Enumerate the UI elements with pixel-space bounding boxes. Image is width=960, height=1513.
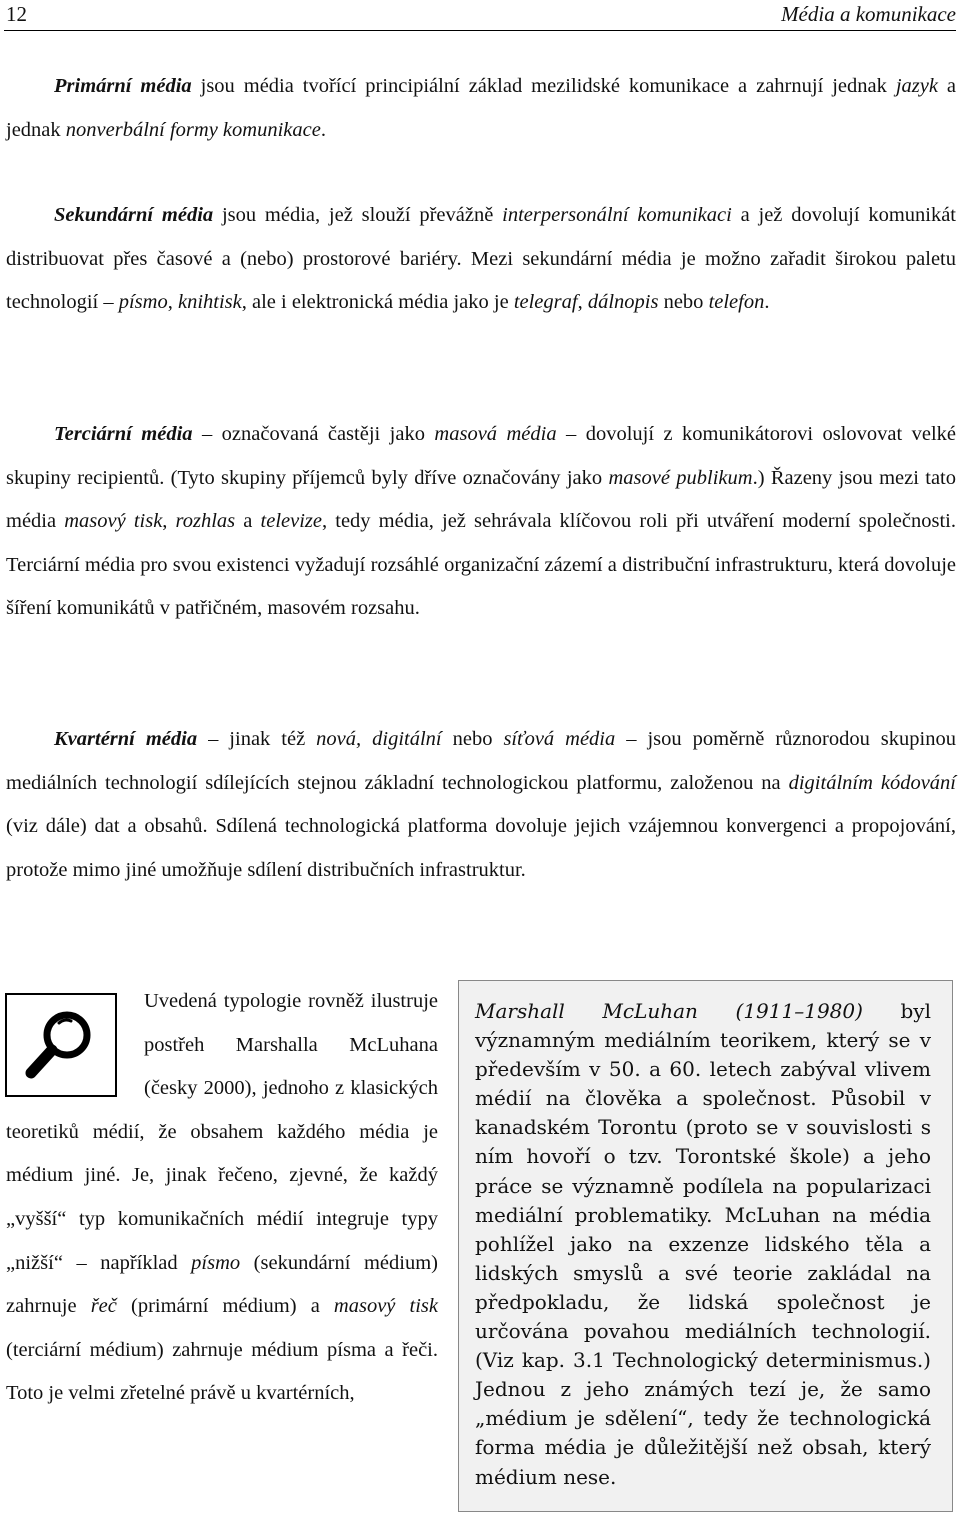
mcluhan-sidebar-box <box>458 980 953 1512</box>
paragraph-primary-media: Primární média jsou média tvořící principiální základ mezilidské komunikace a zahrnují jednak jazyk a jednak nonverbální formy komunikace. <box>6 75 957 141</box>
mcluhan-paragraph: Uvedená typologie rovněž ilustruje postřeh Marshalla McLuhana (česky 2000), jednoho z klasických teoretiků médií, že obsahem každého média je médium jiné. Je, jinak řečeno, zjevné, že každý „vyšší“ typ komunikačních médií integruje typy „nižší“ – například písmo (sekundární médium) zahrnuje řeč (primární médium) a masový tisk (terciární médium) zahrnuje médium písma a řeči. Toto je velmi zřetelné právě u kvartérních, <box>6 990 438 1405</box>
term-secondary-media: Sekundární média <box>54 204 214 226</box>
paragraph-quaternary-media: Kvartérní média – jinak též nová, digitální nebo síťová média – jsou poměrně různorodou skupinou mediálních technologií sdílejících stejnou základní technologickou platformu, založenou na digitálním kódování (viz dále) dat a obsahů. Sdílená technologická platforma dovoluje jejich vzájemnou konvergenci a propojování, protože mimo jiné umožňuje sdílení distribučních infrastruktur. <box>6 728 956 881</box>
paragraph-secondary-media: Sekundární média jsou média, jež slouží převážně interpersonální komunikaci a jež dovolují komunikát distribuovat přes časové a (nebo) prostorové bariéry. Mezi sekundární média je možno zařadit širokou paletu technologií – písmo, knihtisk, ale i elektronická média jako je telegraf, dálnopis nebo telefon. <box>6 204 956 313</box>
page-number: 12 <box>6 2 27 26</box>
term-quaternary-media: Kvartérní média <box>54 728 198 750</box>
paragraph-tertiary-media: Terciární média – označovaná častěji jako masová média – dovolují z komunikátorovi oslovovat velké skupiny recipientů. (Tyto skupiny příjemců byly dříve označovány jako masové publikum.) Řazeny jsou mezi tato média masový tisk, rozhlas a televize, tedy média, jež sehrávala klíčovou roli při utváření moderní společnosti. Terciární média pro svou existenci vyžadují rozsáhlé organizační zázemí a distribuční infrastrukturu, která dovoluje šíření komunikátů v patřičném, masovém rozsahu. <box>6 423 957 619</box>
term-primary-media: Primární média <box>54 75 192 97</box>
running-title: Média a komunikace <box>781 2 956 26</box>
page-header <box>4 0 956 31</box>
sidebar-text: Marshall McLuhan (1911–1980) byl významným mediálním teorikem, který se v především v 50. a 60. letech zabýval vlivem médií na člověka a společnost. Působil v kanadském Torontu (proto se v souvislosti s ním hovoří o tzv. Torontské škole) a jeho práce se významně podílela na popularizaci mediální problematiky. McLuhan na média pohlížel jako na exzenze lidského těla a lidských smyslů a své teorie zakládal na předpokladu, že lidská společnost je určována povahou mediálních technologií. (Viz kap. 3.1 Technologický determinismus.) Jednou z jeho známých tezí je, že samo „médium je sdělení“, tedy že technologická forma média je důležitější než obsah, který médium nese. <box>475 999 932 1489</box>
term-tertiary-media: Terciární média <box>54 423 193 445</box>
